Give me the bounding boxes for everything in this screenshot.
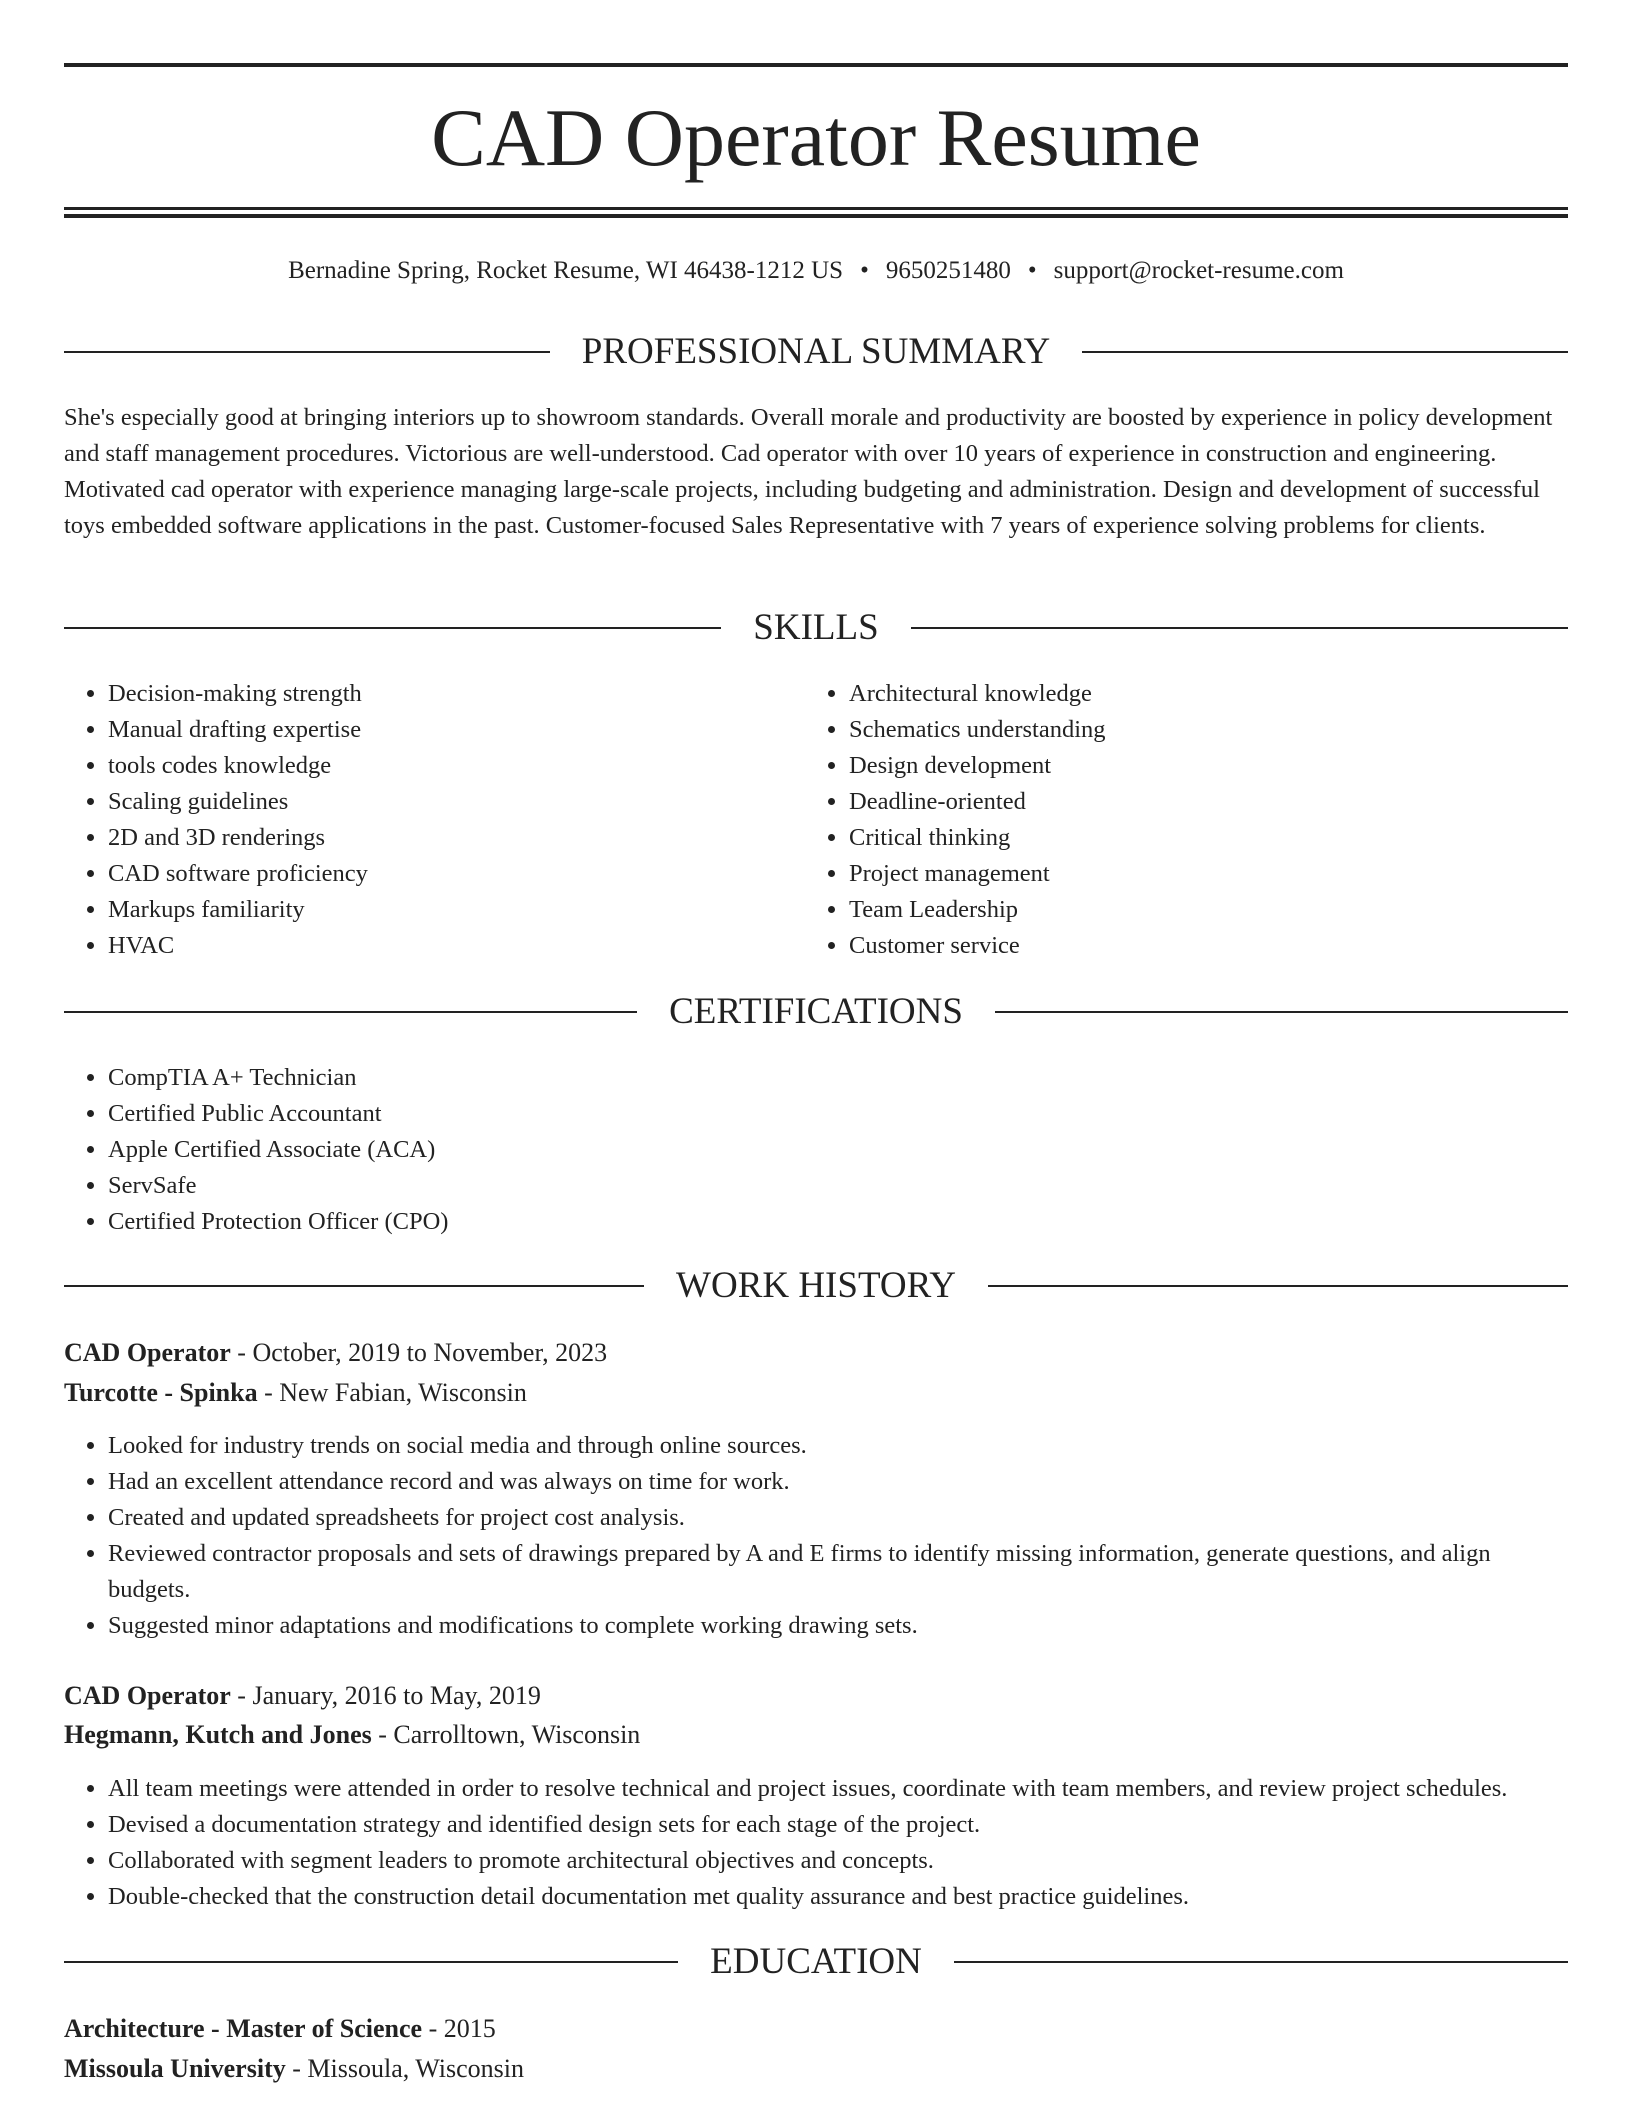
job-dates: January, 2016 to May, 2019 — [252, 1681, 541, 1710]
resume-title: CAD Operator Resume — [431, 92, 1201, 183]
contact-phone: 9650251480 — [885, 257, 1011, 284]
section-header-summary — [64, 330, 1568, 374]
job-company: Turcotte - Spinka — [64, 1378, 258, 1407]
list-item: • Schematics understanding — [849, 712, 1549, 748]
job-bullets — [64, 1771, 1612, 1915]
education-school-line — [64, 2049, 1568, 2089]
list-item: • Created and updated spreadsheets for project cost analysis. — [108, 1500, 1568, 1536]
list-item: • Manual drafting expertise — [108, 712, 808, 748]
list-item: • Had an excellent attendance record and was always on time for work. — [108, 1464, 1568, 1500]
text-separator: - — [285, 2054, 308, 2083]
list-item: • Double-checked that the construction detail documentation met quality assurance and best practice guidelines. — [108, 1879, 1612, 1915]
section-rule — [64, 351, 550, 353]
list-item: • Looked for industry trends on social media and through online sources. — [108, 1428, 1568, 1464]
section-rule — [64, 627, 721, 629]
list-item: • 2D and 3D renderings — [108, 820, 808, 856]
section-rule — [64, 1285, 644, 1287]
contact-line — [64, 254, 1568, 288]
contact-email: support@rocket-resume.com — [1053, 257, 1344, 284]
certifications-list — [64, 1060, 1568, 1240]
list-item: • Collaborated with segment leaders to promote architectural objectives and concepts. — [108, 1843, 1612, 1879]
job-location: New Fabian, Wisconsin — [279, 1378, 527, 1407]
list-item: • Devised a documentation strategy and identified design sets for each stage of the project. — [108, 1807, 1612, 1843]
job-title-line — [64, 1676, 1568, 1716]
list-item: • Design development — [849, 748, 1549, 784]
list-item: • CompTIA A+ Technician — [108, 1060, 1568, 1096]
section-rule — [1082, 351, 1568, 353]
list-item: • Critical thinking — [849, 820, 1549, 856]
job-company-line — [64, 1715, 1568, 1755]
section-title-summary: PROFESSIONAL SUMMARY — [581, 331, 1051, 372]
list-item: • Team Leadership — [849, 892, 1549, 928]
section-header-education — [64, 1940, 1568, 1984]
list-item: • All team meetings were attended in order to resolve technical and project issues, coordinate with team members, and review project schedules. — [108, 1771, 1612, 1807]
section-header-certifications — [64, 990, 1568, 1034]
contact-separator: • — [860, 257, 869, 284]
text-separator: - — [371, 1720, 394, 1749]
section-rule — [954, 1961, 1568, 1963]
text-separator: - — [422, 2014, 444, 2043]
skills-list-left — [64, 676, 808, 964]
skills-list-right — [805, 676, 1549, 964]
section-title-education: EDUCATION — [710, 1941, 922, 1982]
job-company: Hegmann, Kutch and Jones — [64, 1720, 372, 1749]
section-title-certifications: CERTIFICATIONS — [669, 991, 963, 1032]
list-item: • Markups familiarity — [108, 892, 808, 928]
section-rule — [995, 1011, 1568, 1013]
contact-address: Bernadine Spring, Rocket Resume, WI 46438-1212 US — [288, 257, 844, 284]
section-header-work-history — [64, 1264, 1568, 1308]
list-item: • Project management — [849, 856, 1549, 892]
list-item: • CAD software proficiency — [108, 856, 808, 892]
list-item: • Reviewed contractor proposals and sets of drawings prepared by A and E firms to identify missing information, generate questions, and align budgets. — [108, 1536, 1568, 1608]
list-item: • Customer service — [849, 928, 1549, 964]
text-separator: - — [230, 1681, 253, 1710]
education-year: 2015 — [443, 2014, 496, 2043]
list-item: • Certified Public Accountant — [108, 1096, 1568, 1132]
list-item: • Suggested minor adaptations and modifications to complete working drawing sets. — [108, 1608, 1568, 1644]
job-dates: October, 2019 to November, 2023 — [252, 1338, 608, 1367]
list-item: • Architectural knowledge — [849, 676, 1549, 712]
job-title: CAD Operator — [64, 1681, 231, 1710]
list-item: • Certified Protection Officer (CPO) — [108, 1204, 1568, 1240]
education-school: Missoula University — [64, 2054, 286, 2083]
section-title-work-history: WORK HISTORY — [676, 1265, 956, 1306]
list-item: • HVAC — [108, 928, 808, 964]
section-rule — [64, 1011, 637, 1013]
job-bullets — [64, 1428, 1568, 1644]
top-rule — [64, 63, 1568, 67]
list-item: • Apple Certified Associate (ACA) — [108, 1132, 1568, 1168]
education-degree-line — [64, 2009, 1568, 2049]
contact-separator: • — [1027, 257, 1037, 284]
section-rule — [988, 1285, 1568, 1287]
section-rule — [911, 627, 1568, 629]
list-item: • ServSafe — [108, 1168, 1568, 1204]
job-company-line — [64, 1373, 1568, 1413]
education-degree: Architecture - Master of Science — [64, 2014, 423, 2043]
list-item: • tools codes knowledge — [108, 748, 808, 784]
title-double-rule — [64, 207, 1568, 218]
section-header-skills — [64, 606, 1568, 650]
summary-paragraph: She's especially good at bringing interiors up to showroom standards. Overall morale and productivity are boosted by experience in policy development and staff management procedures. Victorious are well-understood. Cad operator with over 10 years of experience in construction and engineering. Motivated cad operator with experience managing large-scale projects, including budgeting and administration. Design and development of successful toys embedded software applications in the past. Customer-focused Sales Representative with 7 years of experience solving problems for clients. — [64, 404, 1553, 539]
section-title-skills: SKILLS — [753, 607, 879, 648]
list-item: • Deadline-oriented — [849, 784, 1549, 820]
text-separator: - — [257, 1378, 280, 1407]
list-item: • Decision-making strength — [108, 676, 808, 712]
job-title: CAD Operator — [64, 1338, 231, 1367]
education-location: Missoula, Wisconsin — [307, 2054, 525, 2083]
section-rule — [64, 1961, 678, 1963]
job-location: Carrolltown, Wisconsin — [393, 1720, 641, 1749]
text-separator: - — [230, 1338, 253, 1367]
list-item: • Scaling guidelines — [108, 784, 808, 820]
job-title-line — [64, 1333, 1568, 1373]
